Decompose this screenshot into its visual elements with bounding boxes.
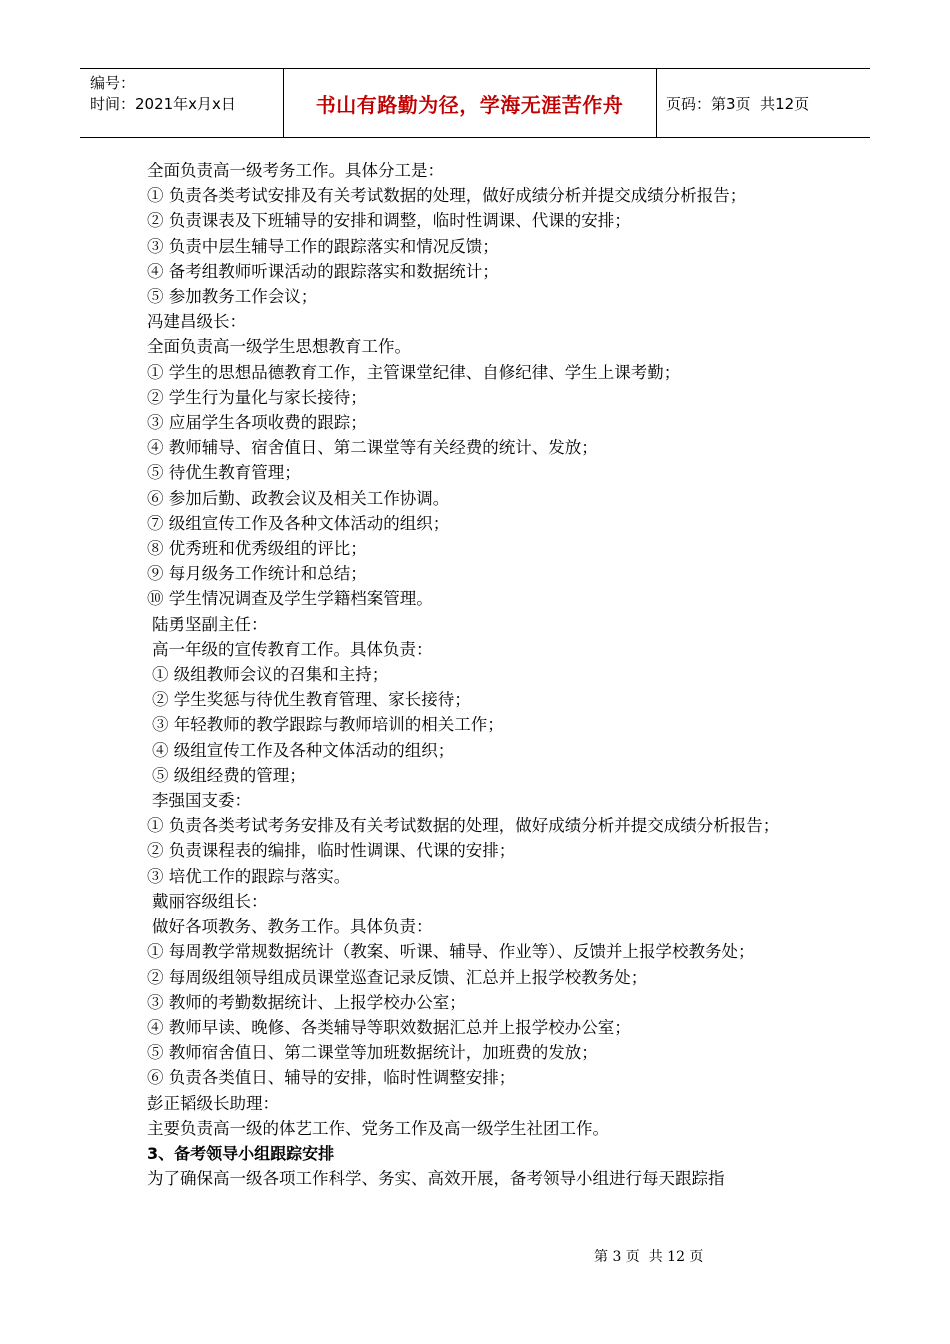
header-divider [656,69,657,137]
section-heading: 冯建昌级长： [147,312,246,332]
section-heading: 李强国支委： [152,791,251,811]
text-line: 主要负责高一级的体艺工作、党务工作及高一级学生社团工作。 [147,1118,609,1138]
text-line: ① 负责各类考试安排及有关考试数据的处理，做好成绩分析并提交成绩分析报告； [147,186,747,206]
text-line: ⑤ 参加教务工作会议； [147,287,318,307]
text-line: ① 学生的思想品德教育工作，主管课堂纪律、自修纪律、学生上课考勤； [147,362,681,382]
text-line: ② 学生奖惩与待优生教育管理、家长接待； [152,690,471,710]
text-paragraph: ① 负责各类考试考务安排及有关考试数据的处理，做好成绩分析并提交成绩分析报告； [147,816,780,836]
header-page-info: 页码：第3页 共12页 [666,94,810,113]
document-body [115,158,840,1191]
text-line: ④ 教师辅导、宿舍值日、第二课堂等有关经费的统计、发放； [147,438,598,458]
text-line: ⑧ 优秀班和优秀级组的评比； [147,539,367,559]
text-line: ③ 负责中层生辅导工作的跟踪落实和情况反馈； [147,236,499,256]
text-line: ① 级组教师会议的召集和主持； [152,665,389,685]
code-label: 编号： [90,74,136,92]
text-line: ④ 级组宣传工作及各种文体活动的组织； [152,740,455,760]
text-line: 全面负责高一级考务工作。具体分工是： [147,161,444,180]
page-footer: 第 3 页 共 12 页 [594,1249,704,1265]
text-line: 为了确保高一级各项工作科学、务实、高效开展，备考领导小组进行每天跟踪指 [147,1169,725,1189]
text-line: ③ 培优工作的跟踪与落实。 [147,866,351,886]
header-motto: 书山有路勤为径，学海无涯苦作舟 [315,92,624,117]
section-heading: 彭正韬级长助理： [147,1093,279,1113]
header-meta [90,73,236,115]
text-line: ⑦ 级组宣传工作及各种文体活动的组织； [147,513,450,533]
text-line: ⑩ 学生情况调查及学生学籍档案管理。 [147,589,433,609]
text-line: ⑤ 级组经费的管理； [152,765,306,785]
text-line: ③ 年轻教师的教学跟踪与教师培训的相关工作； [152,715,504,735]
text-line: ② 学生行为量化与家长接待； [147,387,367,407]
text-line: ④ 备考组教师听课活动的跟踪落实和数据统计； [147,261,499,281]
section-heading: 陆勇坚副主任： [152,614,268,634]
text-line: 全面负责高一级学生思想教育工作。 [147,337,411,357]
text-line: ⑥ 负责各类值日、辅导的安排，临时性调整安排； [147,1068,516,1088]
text-line: ⑤ 待优生教育管理； [147,463,301,483]
text-line: ② 每周级组领导组成员课堂巡查记录反馈、汇总并上报学校教务处； [147,967,648,987]
text-line: 做好各项教务、教务工作。具体负责： [152,917,433,937]
text-line: 高一年级的宣传教育工作。具体负责： [152,639,433,659]
section-heading: 戴丽容级组长： [152,891,268,911]
text-line: ② 负责课程表的编排，临时性调课、代课的安排； [147,841,516,861]
numbered-heading: 3、备考领导小组跟踪安排 [147,1143,335,1163]
text-line: ④ 教师早读、晚修、各类辅导等职效数据汇总并上报学校办公室； [147,1017,631,1037]
page-header [80,68,870,138]
text-line: ⑨ 每月级务工作统计和总结； [147,564,367,584]
text-line: ⑥ 参加后勤、政教会议及相关工作协调。 [147,488,450,508]
date-label: 时间：2021年x月x日 [90,95,236,113]
text-paragraph: ① 每周教学常规数据统计（教案、听课、辅导、作业等）、反馈并上报学校教务处； [147,942,755,962]
text-line: ③ 应届学生各项收费的跟踪； [147,413,367,433]
text-line: ⑤ 教师宿舍值日、第二课堂等加班数据统计，加班费的发放； [147,1043,598,1063]
text-line: ③ 教师的考勤数据统计、上报学校办公室； [147,992,466,1012]
text-line: ② 负责课表及下班辅导的安排和调整，临时性调课、代课的安排； [147,211,631,231]
